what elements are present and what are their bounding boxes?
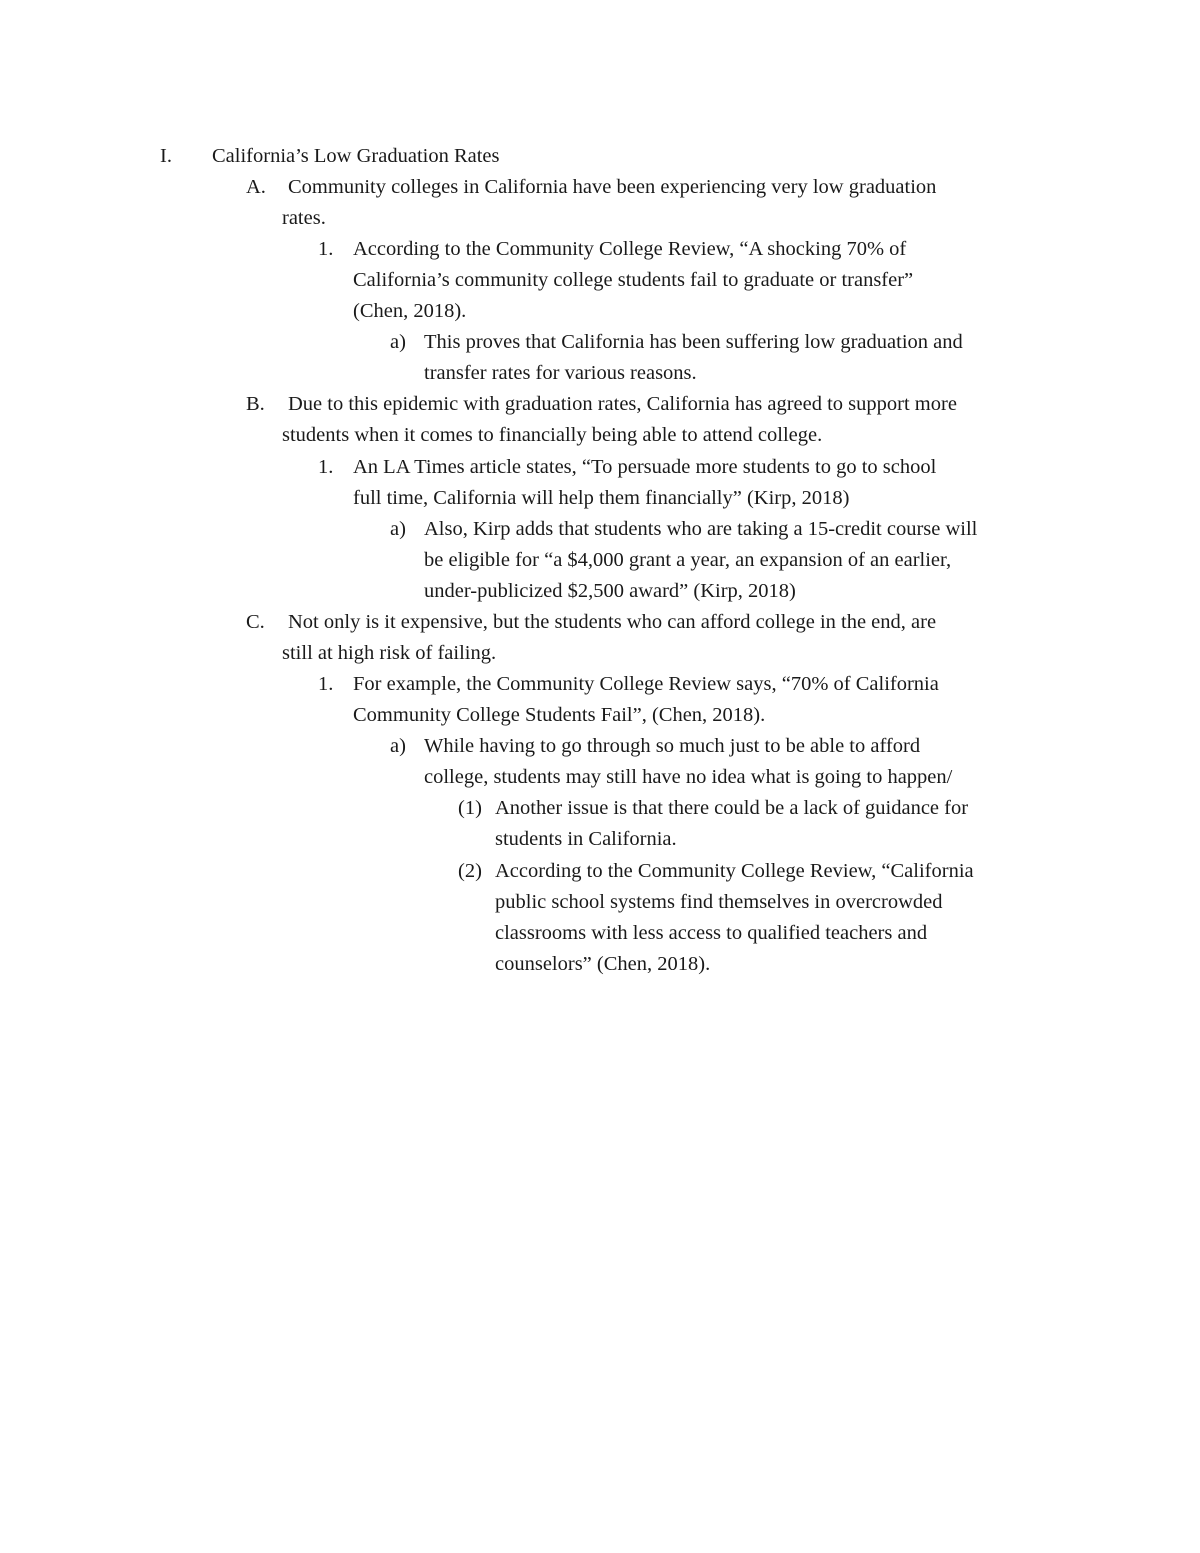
outline-text-C1-line1: For example, the Community College Review says, “70% of California: [353, 673, 939, 695]
outline-text-A1-line2: California’s community college students fail to graduate or transfer”: [353, 269, 914, 291]
outline-text-C1a-line2: college, students may still have no idea what is going to happen/: [424, 766, 953, 788]
outline-text-C1a-1-line1: Another issue is that there could be a lack of guidance for: [495, 797, 969, 819]
outline-marker-A: A.: [246, 176, 266, 198]
outline-marker-C1a: a): [390, 735, 406, 757]
outline-marker-A1a: a): [390, 331, 406, 353]
outline-text-A1-line1: According to the Community College Review, “A shocking 70% of: [353, 238, 907, 260]
outline-text-C-line2: still at high risk of failing.: [282, 642, 497, 664]
outline-text-B1-line1: An LA Times article states, “To persuade more students to go to school: [353, 456, 937, 478]
outline-text-C1a-line1: While having to go through so much just to be able to afford: [424, 735, 921, 757]
outline-text-B1a-line3: under-publicized $2,500 award” (Kirp, 2018): [424, 580, 796, 602]
outline-text-A-line2: rates.: [282, 207, 326, 229]
outline-text-C1a-2-line4: counselors” (Chen, 2018).: [495, 953, 711, 975]
outline-marker-C1a-2: (2): [458, 860, 482, 882]
outline-text-B1a-line1: Also, Kirp adds that students who are taking a 15-credit course will: [424, 518, 978, 540]
outline-marker-B1: 1.: [318, 456, 334, 478]
outline-text-B-line2: students when it comes to financially being able to attend college.: [282, 424, 823, 446]
outline-text-C1a-1-line2: students in California.: [495, 828, 677, 850]
outline-text-B1-line2: full time, California will help them financially” (Kirp, 2018): [353, 487, 850, 509]
outline-marker-B: B.: [246, 393, 265, 415]
outline-text-A1a-line1: This proves that California has been suffering low graduation and: [424, 331, 963, 353]
outline-text-A1-line3: (Chen, 2018).: [353, 300, 467, 322]
outline-text-B1a-line2: be eligible for “a $4,000 grant a year, an expansion of an earlier,: [424, 549, 952, 571]
outline-text-B-line1: Due to this epidemic with graduation rates, California has agreed to support more: [288, 393, 957, 415]
outline-text-A-line1: Community colleges in California have been experiencing very low graduation: [288, 176, 937, 198]
outline-text-C1a-2-line2: public school systems find themselves in overcrowded: [495, 891, 943, 913]
outline-text-C1-line2: Community College Students Fail”, (Chen, 2018).: [353, 704, 766, 726]
outline-text-C-line1: Not only is it expensive, but the students who can afford college in the end, are: [288, 611, 937, 633]
outline-marker-I: I.: [160, 145, 172, 167]
outline-text-C1a-2-line3: classrooms with less access to qualified teachers and: [495, 922, 928, 944]
outline-text-C1a-2-line1: According to the Community College Review, “California: [495, 860, 974, 882]
outline-text-A1a-line2: transfer rates for various reasons.: [424, 362, 697, 384]
outline-marker-C1a-1: (1): [458, 797, 482, 819]
outline-marker-A1: 1.: [318, 238, 334, 260]
outline-marker-B1a: a): [390, 518, 406, 540]
outline-marker-C1: 1.: [318, 673, 334, 695]
outline-marker-C: C.: [246, 611, 265, 633]
outline-heading-I: California’s Low Graduation Rates: [212, 145, 500, 167]
